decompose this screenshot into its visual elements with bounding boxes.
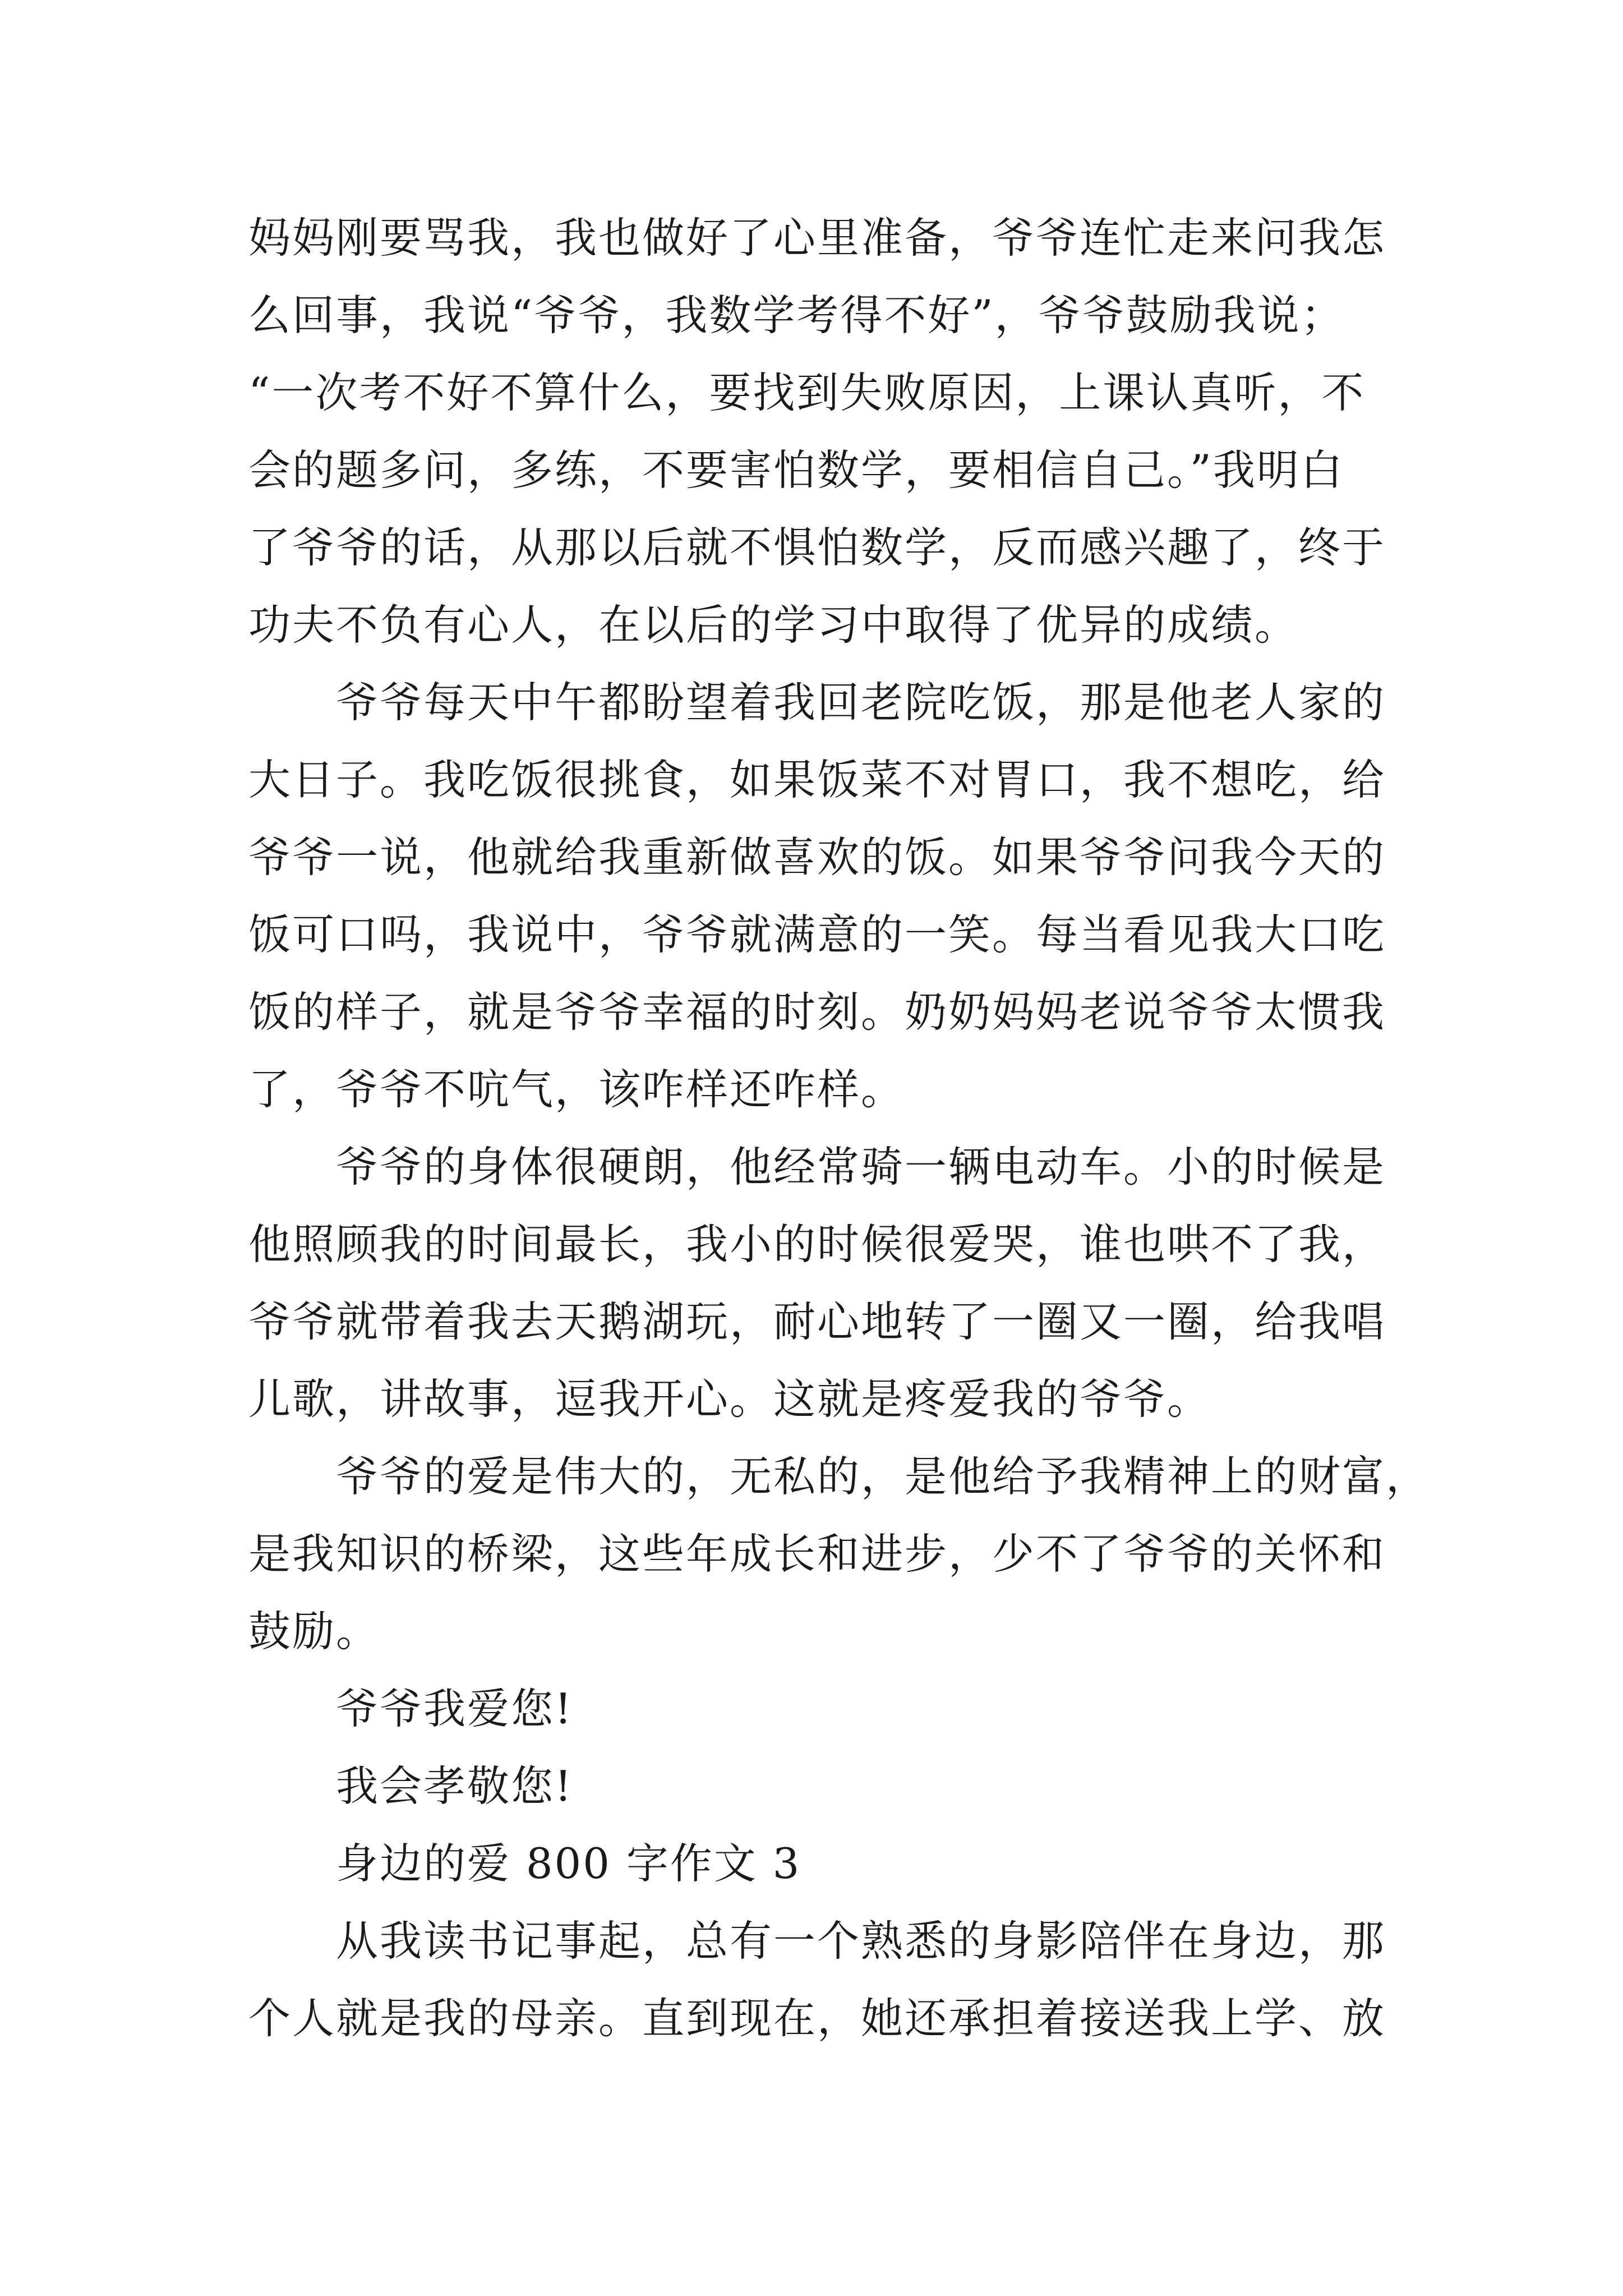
- text-line: 饭可口吗，我说中，爷爷就满意的一笑。每当看见我大口吃: [248, 910, 1386, 959]
- text-line: 爷爷每天中午都盼望着我回老院吃饭，那是他老人家的: [336, 678, 1386, 727]
- paragraph-grandpa-math: [248, 199, 1386, 664]
- paragraph-grandpa-health: [248, 1128, 1386, 1438]
- text-line: 会的题多问，多练，不要害怕数学，要相信自己。”我明白: [248, 445, 1344, 495]
- text-line: 饭的样子，就是爷爷幸福的时刻。奶奶妈妈老说爷爷太惯我: [248, 987, 1386, 1037]
- text-line: “一次考不好不算什么，要找到失败原因，上课认真听，不: [248, 368, 1366, 417]
- essay-heading: 身边的爱 800 字作文 3: [336, 1839, 801, 1888]
- paragraph-grandpa-love: [248, 1438, 1430, 1670]
- paragraph-grandpa-lunch: [248, 664, 1386, 1128]
- text-line: 么回事，我说“爷爷，我数学考得不好”，爷爷鼓励我说；: [248, 291, 1345, 340]
- paragraph-mother-intro: [248, 1902, 1386, 2057]
- text-line: 从我读书记事起，总有一个熟悉的身影陪伴在身边，那: [336, 1916, 1386, 1966]
- text-line: 爷爷就带着我去天鹅湖玩，耐心地转了一圈又一圈，给我唱: [248, 1297, 1386, 1346]
- text-line: 爷爷的爱是伟大的，无私的，是他给予我精神上的财富，: [336, 1452, 1430, 1501]
- closing-line-respect: 我会孝敬您!: [336, 1761, 574, 1811]
- text-line: 了爷爷的话，从那以后就不惧怕数学，反而感兴趣了，终于: [248, 523, 1386, 572]
- document-body: [248, 199, 1430, 2057]
- closing-line-love: 爷爷我爱您!: [336, 1684, 574, 1733]
- text-line: 鼓励。: [248, 1607, 380, 1656]
- text-line: 他照顾我的时间最长，我小的时候很爱哭，谁也哄不了我，: [248, 1220, 1386, 1269]
- text-line: 爷爷的身体很硬朗，他经常骑一辆电动车。小的时候是: [336, 1142, 1386, 1191]
- text-line: 妈妈刚要骂我，我也做好了心里准备，爷爷连忙走来问我怎: [248, 213, 1386, 263]
- text-line: 是我知识的桥梁，这些年成长和进步，少不了爷爷的关怀和: [248, 1529, 1386, 1579]
- text-line: 儿歌，讲故事，逗我开心。这就是疼爱我的爷爷。: [248, 1374, 1211, 1424]
- text-line: 了，爷爷不吭气，该咋样还咋样。: [248, 1065, 905, 1114]
- text-line: 功夫不负有心人，在以后的学习中取得了优异的成绩。: [248, 600, 1299, 650]
- text-line: 个人就是我的母亲。直到现在，她还承担着接送我上学、放: [248, 1994, 1386, 2043]
- text-line: 爷爷一说，他就给我重新做喜欢的饭。如果爷爷问我今天的: [248, 832, 1386, 882]
- text-line: 大日子。我吃饭很挑食，如果饭菜不对胃口，我不想吃，给: [248, 755, 1386, 804]
